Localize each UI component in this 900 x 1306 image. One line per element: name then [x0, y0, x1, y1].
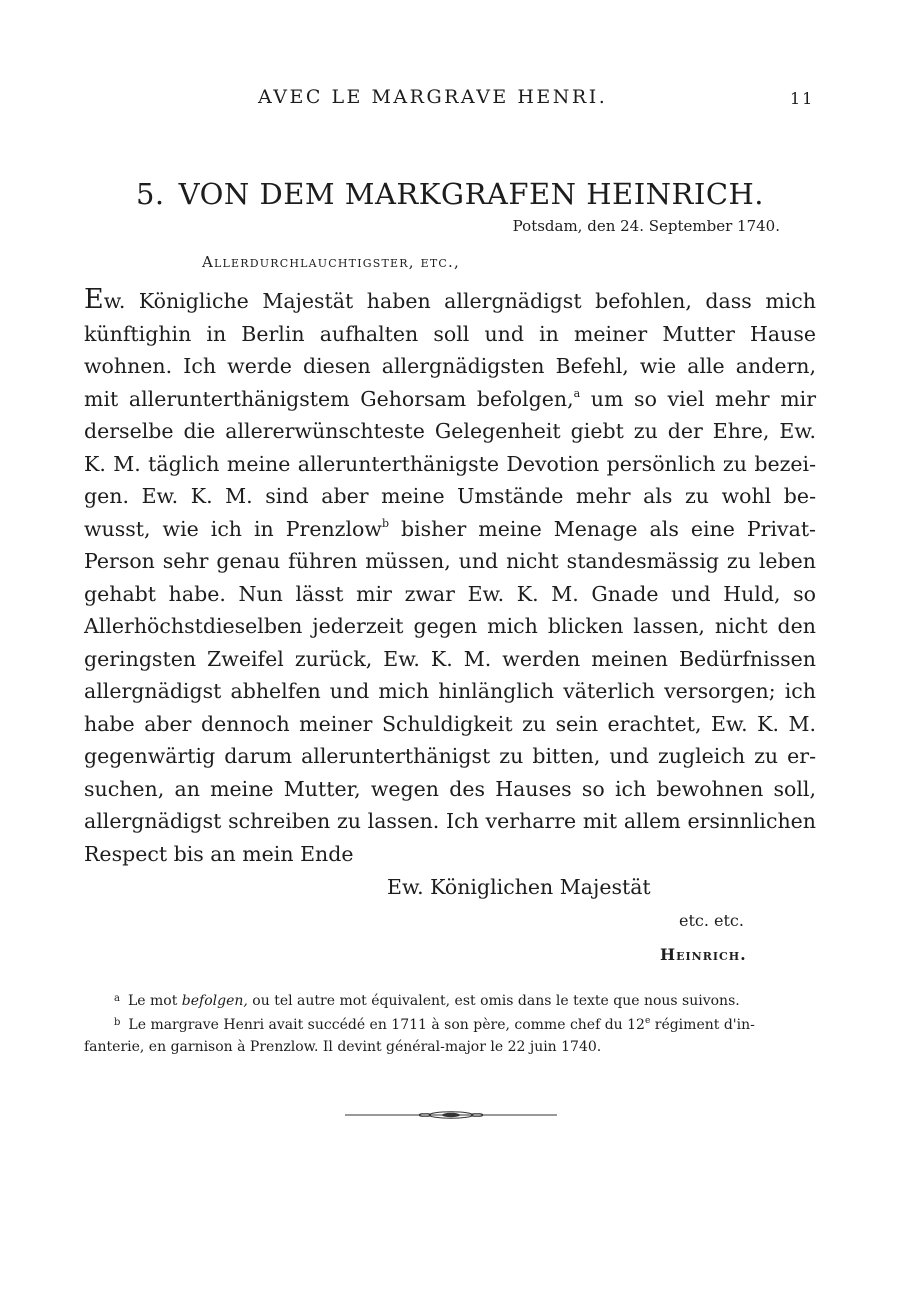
body-line: mit allerunterthänigstem Gehorsam befolgen,$^a$ um so viel mehr mir: [84, 386, 817, 411]
body-line: wohnen. Ich werde diesen allergnädigsten Befehl, wie alle andern,: [84, 354, 816, 378]
chapter-heading: VON DEM MARKGRAFEN HEINRICH.: [178, 177, 765, 212]
signature: Heinrich.: [660, 945, 747, 964]
body-line: Allerhöchstdieselben jederzeit gegen mich blicken lassen, nicht den: [84, 614, 816, 638]
body-line: gen. Ew. K. M. sind aber meine Umstände mehr als zu wohl be-: [84, 484, 816, 508]
footnotes: [84, 988, 816, 1058]
body-line: K. M. täglich meine allerunterthänigste Devotion persönlich zu bezei-: [84, 451, 816, 476]
body-line: Person sehr genau führen müssen, und nicht standesmässig zu leben: [84, 549, 816, 573]
body-line: geringsten Zweifel zurück, Ew. K. M. werden meinen Bedürfnissen: [84, 646, 816, 671]
closing-etc: etc. etc.: [679, 911, 744, 930]
footnote-a-emphasis: befolgen,: [181, 993, 248, 1009]
body-line: wusst, wie ich in Prenzlow$^b$ bisher meine Menage als eine Privat-: [84, 516, 816, 541]
body-line: Respect bis an mein Ende: [84, 841, 354, 866]
drop-cap: E: [84, 284, 104, 315]
body-line: suchen, an meine Mutter, wegen des Hauses so ich bewohnen soll,: [84, 776, 816, 801]
footnote-b-mark: b: [114, 1017, 121, 1028]
page-number: 11: [790, 89, 815, 108]
footnote-a-mark: a: [114, 993, 120, 1004]
chapter-title: [0, 177, 900, 211]
place-date: Potsdam, den 24. September 1740.: [512, 217, 780, 235]
footnote-ref-a: a: [573, 386, 581, 400]
body-line: habe aber dennoch meiner Schuldigkeit zu sein erachtet, Ew. K. M.: [84, 711, 816, 736]
body-line: allergnädigst schreiben zu lassen. Ich verharre mit allem ersinnlichen: [84, 809, 816, 833]
body-line: künftighin in Berlin aufhalten soll und in meiner Mutter Hause: [84, 321, 816, 346]
ornament-divider-icon: [345, 1106, 557, 1124]
body-line: Ew. Königliche Majestät haben allergnädigst befohlen, dass mich: [84, 284, 816, 315]
footnote-b: $^b$ Le margrave Henri avait succédé en 1711 à son père, comme chef du 12e régiment d'in-: [114, 1016, 755, 1033]
body-line: allergnädigst abhelfen und mich hinlänglich väterlich versorgen; ich: [84, 679, 816, 703]
closing-formula: Ew. Königlichen Majestät: [387, 875, 651, 899]
letter-body: [84, 285, 816, 870]
running-header: [0, 86, 900, 110]
chapter-number: 5.: [135, 177, 165, 212]
salutation: Allerdurchlauchtigster, etc.,: [202, 253, 460, 271]
body-line: gegenwärtig darum allerunterthänigst zu bitten, und zugleich zu er-: [84, 744, 816, 768]
body-line: derselbe die allererwünschteste Gelegenheit giebt zu der Ehre, Ew.: [84, 419, 816, 443]
running-title: AVEC LE MARGRAVE HENRI.: [258, 86, 608, 108]
footnote-a: $^a$ Le mot befolgen, ou tel autre mot équivalent, est omis dans le texte que nous suivons.: [114, 993, 740, 1009]
footnote-b-continued: fanterie, en garnison à Prenzlow. Il devint général-major le 22 juin 1740.: [84, 1039, 602, 1055]
body-line: gehabt habe. Nun lässt mir zwar Ew. K. M. Gnade und Huld, so: [84, 581, 816, 606]
footnote-ref-b: b: [381, 516, 389, 530]
